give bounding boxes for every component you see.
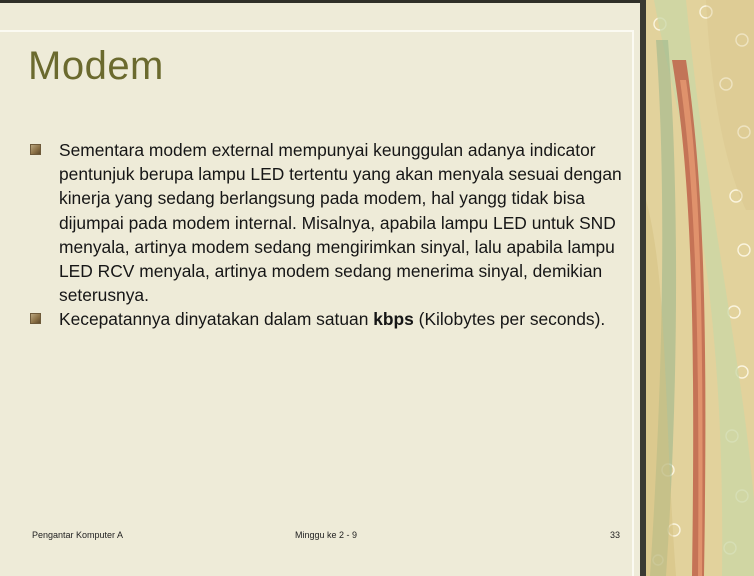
square-bullet-icon <box>30 144 41 155</box>
bullet-text-before: Kecepatannya dinyatakan dalam satuan <box>59 309 374 330</box>
bullet-text-after: (Kilobytes per seconds). <box>413 309 606 330</box>
footer-left: Pengantar Komputer A <box>32 530 124 540</box>
bullet-item <box>28 307 626 331</box>
bullet-text: Sementara modem external mempunyai keunggulan adanya indicator pentunjuk berupa lampu LED tertentu yang akan menyala sesuai dengan kinerja yang sedang berlangsung pada modem, hal yangg tidak bisa dijumpai pada modem internal. Misalnya, apabila lampu LED untuk SND menyala, artinya modem sedang mengirimkan sinyal, lalu apabila lampu LED RCV menyala, artinya modem sedang menerima sinyal, demikian seterusnya. <box>59 140 622 306</box>
decorative-pattern-panel <box>646 0 754 576</box>
slide-title: Modem <box>28 44 164 88</box>
bullet-item <box>28 138 626 307</box>
frame-highlight-top <box>0 30 634 32</box>
bullet-bold-term: kbps <box>373 309 414 330</box>
frame-highlight-right <box>632 30 634 576</box>
square-bullet-icon <box>30 313 41 324</box>
bullet-list <box>28 138 626 332</box>
footer-center: Minggu ke 2 - 9 <box>295 530 358 540</box>
footer-page-number: 33 <box>610 530 621 540</box>
